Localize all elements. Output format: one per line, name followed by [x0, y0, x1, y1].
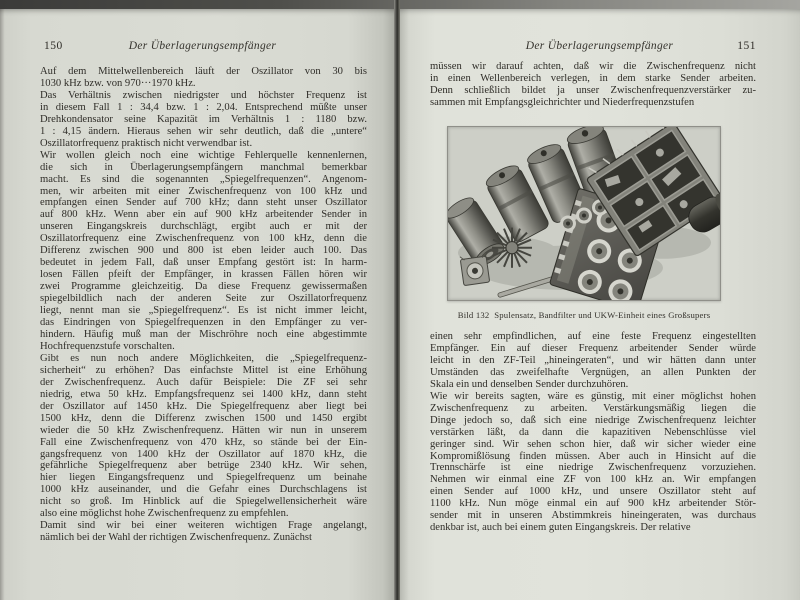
text-line: 1030 kHz bzw. von 970···1970 kHz. [40, 77, 196, 89]
page-number-left: 150 [44, 40, 63, 52]
text-line: der Oszillator auf 1450 kHz. Die Spiegelfrequenz aber liegt bei [40, 400, 367, 412]
text-line: einen Sender auf 1000 kHz, und unsere Oszillator steht auf [430, 486, 756, 498]
text-line: 1500 kHz, denn die Differenz zwischen 1500 und 1450 ergibt [40, 412, 367, 424]
page-header-right [399, 40, 800, 56]
text-line: Oszillatorfrequenz praktisch nicht verwendbar ist. [40, 137, 253, 149]
text-line: der Zwischenfrequenz. Auch dafür Beispiele: Die ZF sei sehr [40, 376, 367, 388]
text-line: wieder die 50 kHz Zwischenfrequenz. Hätten wir nun in unserem [40, 424, 367, 436]
text-line: empfangen einen Sender auf 700 kHz; dann steht unser Oszillator [40, 197, 367, 209]
text-line: Fall eine Zwischenfrequenz von 470 kHz, so stände bei der Ein- [40, 436, 367, 448]
figure-caption: Bild 132 Spulensatz, Bandfilter und UKW-Einheit eines Großsupers [457, 310, 711, 320]
text-line: 1100 kHz. Nun möge einmal ein auf 900 kHz arbeitender Stör- [430, 498, 756, 510]
text-line: Denn schließlich bildet ja unser Zwischenfrequenzverstärker zu- [430, 84, 756, 96]
text-line: Gibt es nun noch andere Möglichkeiten, die „Spiegelfrequenz- [40, 352, 367, 364]
text-line: das Eindringen von Spiegelfrequenzen in den Empfänger zu ver- [40, 317, 367, 329]
book-gutter [394, 0, 400, 600]
text-line: Zwischenfrequenz zu arbeiten. Verstärkungsmäßig liegen die [430, 402, 756, 414]
page-header-left [0, 40, 395, 56]
text-line: die sich in Überlagerungsempfängern manchmal bemerkbar [40, 161, 367, 173]
text-line: Damit sind wir bei einer weiteren wichtigen Frage angelangt, [40, 520, 367, 532]
text-line: bedeutet in jedem Fall, daß unser Empfang gestört ist: In harm- [40, 257, 367, 269]
body-text-right-bottom [430, 331, 756, 534]
rotary-switch-wafer-icon [492, 228, 532, 268]
text-line: geringer sind. Wir sehen schon hier, daß wir sicher wieder eine [430, 438, 756, 450]
text-line: in diesem Fall 1 : 34,4 bzw. 1 : 2,04. Entsprechend müßte unser [40, 101, 367, 113]
text-line: nicht so groß. Im Hinblick auf die Spiegelwellensicherheit wäre [40, 496, 367, 508]
figure-photo [447, 126, 721, 301]
text-line: losen Fällen pfeift der Empfänger, in krassen Fällen hören wir [40, 269, 367, 281]
text-line: gangsfrequenz von 1400 kHz der Oszillator auf 1870 kHz, die [40, 448, 367, 460]
text-line: Das Verhältnis zwischen niedrigster und höchster Frequenz ist [40, 89, 367, 101]
text-line: Drehkondensator seine Kapazität im Verhältnis 1 : 1180 bzw. [40, 113, 367, 125]
text-line: Auf dem Mittelwellenbereich läuft der Oszillator von 30 bis [40, 66, 367, 77]
scanner-edge [0, 0, 800, 9]
body-text-left [40, 66, 367, 544]
text-line: Empfänger. Ein auf dieser Frequenz arbeitender Sender würde [430, 342, 756, 354]
text-line: spiegelbildlich nach der anderen Seite zur Oszillatorfrequenz [40, 293, 367, 305]
text-line: hindern. Häufig muß man der Mischröhre noch eine abgestimmte [40, 328, 367, 340]
text-line: in einen Wellenbereich verlegen, in dem starke Sender arbeiten. [430, 72, 756, 84]
text-line: einen sehr empfindlichen, auf eine feste Frequenz eingestellten [430, 331, 756, 342]
text-line: Kompromißlösung finden müssen. Aber auch in Hinsicht auf die [430, 450, 756, 462]
page-right [399, 9, 800, 600]
text-line: also eine möglichst hohe Zwischenfrequenz zu empfehlen. [40, 508, 289, 520]
text-line: gefährliche Spiegelfrequenz aber betrüge 2340 kHz. Wir sehen, [40, 460, 367, 472]
text-line: Skala ein und denselben Sender durchzuhören. [430, 378, 629, 390]
text-line: niedrig, etwa 50 kHz. Empfangsfrequenz sei 1400 kHz, dann steht [40, 388, 367, 400]
running-title-left: Der Überlagerungsempfänger [128, 40, 277, 52]
text-line: Umständen das zweifelhafte Vergnügen, an allen Punkten der [430, 366, 756, 378]
text-line: men, wir arbeiten mit einer Zwischenfrequenz von 100 kHz und [40, 185, 367, 197]
text-line: Nehmen wir einmal eine ZF von 100 kHz an. Wir empfangen [430, 474, 756, 486]
text-line: macht. Es sind die sogenannten „Spiegelfrequenzen“. Angenom- [40, 173, 367, 185]
text-line: Differenz zwischen 900 und 800 ist eben leider auch 100. Das [40, 245, 367, 257]
text-line: verstärken läßt, da dann die kapazitiven Nebenschlüsse viel [430, 426, 756, 438]
text-line: Wie wir bereits sagten, wäre es günstig, mit einer möglichst hohen [430, 390, 756, 402]
text-line: denkbar ist, auch bei einem guten Eingangskreis. Der relative [430, 522, 691, 534]
text-line: nämlich bei der Wahl der richtigen Zwischenfrequenz. Zunächst [40, 532, 312, 544]
text-line: Hochfrequenzstufe vorschalten. [40, 340, 175, 352]
text-line: leicht in den ZF-Teil „hineingeraten“, und wir hätten dann unter [430, 354, 756, 366]
page-number-right: 151 [737, 40, 756, 52]
running-title-right: Der Überlagerungsempfänger [525, 40, 674, 52]
body-text-right-top [430, 61, 756, 109]
text-line: liegt, nennt man sie „Spiegelfrequenz“. Es ist nicht immer leicht, [40, 305, 367, 317]
text-line: sammen mit Empfangsgleichrichter und Niederfrequenzstufen [430, 96, 695, 108]
text-line: zwei Programme gleichzeitig. Da diese Frequenz gewissermaßen [40, 281, 367, 293]
text-line: Oszillatorfrequenz eine Zwischenfrequenz von 100 kHz, denn die [40, 233, 367, 245]
text-line: Wir wollen gleich noch eine wichtige Fehlerquelle kennenlernen, [40, 149, 367, 161]
figure-image [448, 127, 720, 300]
text-line: auf 800 kHz. Wenn aber ein auf 900 kHz arbeitender Sender in [40, 209, 367, 221]
page-left [0, 9, 395, 600]
text-line: Dinge jedoch so, daß sich eine niedrige Zwischenfrequenz leichter [430, 414, 756, 426]
text-line: 1000 kHz auseinander, und die Gefahr eines Durchschlagens ist [40, 484, 367, 496]
text-line: sender mit in unseren Abstimmkreis hineingeraten, was durchaus [430, 510, 756, 522]
text-line: sicherheit“ zu erhöhen? Das einfachste Mittel ist eine Erhöhung [40, 364, 367, 376]
text-line: 1 : 4,15 ändern. Hieraus sehen wir sehr deutlich, daß die „untere“ [40, 125, 367, 137]
text-line: unseren Eingangskreis durchschlägt, ergibt auch er mit der [40, 221, 367, 233]
text-line: müssen wir darauf achten, daß wir die Zwischenfrequenz nicht [430, 61, 756, 72]
text-line: hier liegen Eingangsfrequenz und Spiegelfrequenz um beinahe [40, 472, 367, 484]
text-line: Trennschärfe ist eine niedrige Zwischenfrequenz vorzuziehen. [430, 462, 756, 474]
